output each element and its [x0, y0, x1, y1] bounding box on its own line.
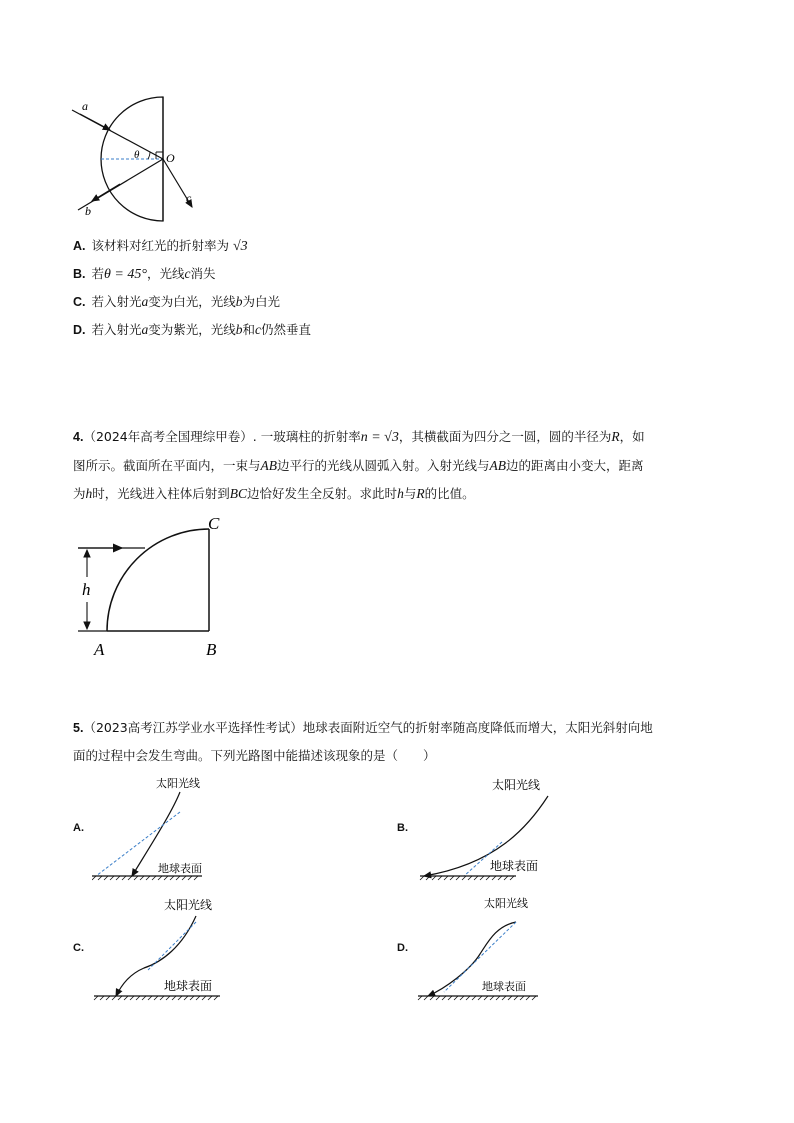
quarter-circle-figure [70, 512, 240, 662]
ground-label: 地球表面 [158, 862, 202, 875]
label-h: h [82, 580, 91, 599]
ground-label: 地球表面 [164, 979, 213, 993]
label-c: c [186, 191, 192, 205]
option-b: B. 若θ = 45°，光线c消失 [73, 266, 216, 282]
label-o: O [166, 151, 175, 165]
label-a: A [94, 640, 105, 659]
choice-d-label: D. [397, 942, 408, 954]
option-d: D. 若入射光a变为紫光，光线b和c仍然垂直 [73, 322, 312, 337]
label-c: C [208, 514, 220, 533]
semicircle-figure [60, 92, 210, 227]
choice-c-diagram [92, 892, 262, 1004]
q5-line2: 面的过程中会发生弯曲。下列光路图中能描述该现象的是（ ） [73, 748, 436, 763]
choice-a-label: A. [73, 822, 84, 834]
ray-b [78, 159, 163, 210]
choice-b-diagram [416, 772, 586, 884]
label-theta: θ [134, 149, 140, 161]
q5-line1: 5.（2023高考江苏学业水平选择性考试）地球表面附近空气的折射率随高度降低而增大，太阳光斜射向地 [73, 720, 653, 735]
ground-label: 地球表面 [482, 980, 526, 993]
ground-label: 地球表面 [490, 859, 539, 873]
sun-label: 太阳光线 [156, 777, 200, 790]
q4-line1: 4.（2024年高考全国理综甲卷）. 一玻璃柱的折射率n = √3，其横截面为四分之一圆，圆的半径为R，如 [73, 429, 645, 445]
question-4 [73, 423, 723, 508]
option-c: C. 若入射光a变为白光，光线b为白光 [73, 294, 281, 309]
label-b: B [206, 640, 217, 659]
choice-a-diagram [92, 772, 262, 884]
q4-line3: 为h时，光线进入柱体后射到BC边恰好发生全反射。求此时h与R的比值。 [73, 486, 475, 501]
sun-label: 太阳光线 [492, 778, 541, 792]
choice-d-diagram [416, 892, 586, 1004]
label-b: b [85, 204, 91, 218]
sun-label: 太阳光线 [484, 897, 528, 910]
choice-c-label: C. [73, 942, 84, 954]
option-a: A. 该材料对红光的折射率为 √3 [73, 238, 248, 254]
quarter-arc [107, 529, 209, 631]
q4-line2: 图所示。截面所在平面内，一束与AB边平行的光线从圆弧入射。入射光线与AB边的距离由小变大，距离 [73, 458, 644, 473]
choice-b-label: B. [397, 822, 408, 834]
label-a: a [82, 99, 88, 113]
sun-label: 太阳光线 [164, 898, 213, 912]
question-5 [73, 714, 723, 770]
